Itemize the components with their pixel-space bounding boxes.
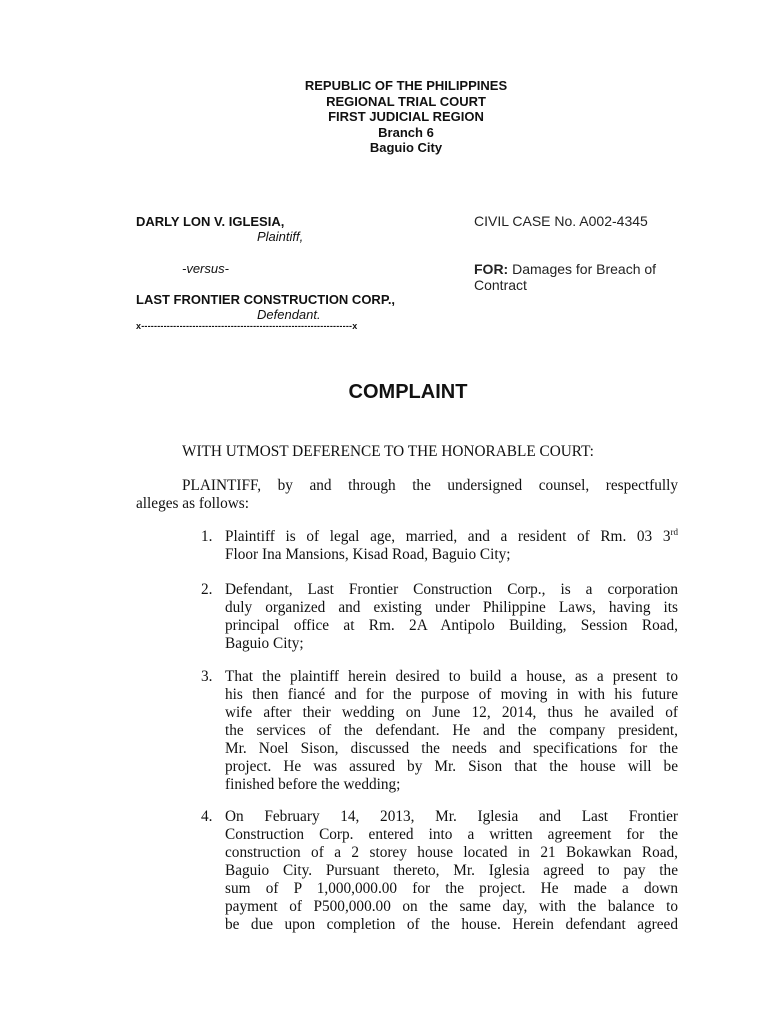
allegation-line: Floor Ina Mansions, Kisad Road, Baguio City;: [225, 546, 511, 563]
allegation-line: Baguio City. Pursuant thereto, Mr. Iglesia agreed to pay the: [225, 862, 678, 879]
allegation-line: Baguio City;: [225, 635, 304, 652]
caption-separator: x------------------------------------------------------------------x: [136, 321, 358, 331]
allegation-line: principal office at Rm. 2A Antipolo Building, Session Road,: [225, 617, 678, 634]
header-branch: Branch 6: [378, 124, 434, 140]
defendant-name: LAST FRONTIER CONSTRUCTION CORP.,: [136, 292, 396, 307]
case-for: [474, 261, 656, 277]
header-court: REGIONAL TRIAL COURT: [326, 93, 486, 109]
header-city: Baguio City: [369, 140, 443, 155]
allegation-number: 4.: [201, 808, 213, 825]
allegation-line: duly organized and existing under Philippine Laws, having its: [225, 599, 678, 616]
allegation-line: payment of P500,000.00 on the same day, with the balance to: [225, 898, 678, 915]
allegation-line: Plaintiff is of legal age, married, and a resident of Rm. 03 3rd: [225, 527, 678, 545]
allegation-line: Defendant, Last Frontier Construction Corp., is a corporation: [225, 581, 678, 598]
allegation-number: 1.: [201, 528, 213, 545]
allegation-line: That the plaintiff herein desired to build a house, as a present to: [225, 668, 678, 685]
allegation-line: On February 14, 2013, Mr. Iglesia and Last Frontier: [225, 808, 678, 825]
allegation-line: finished before the wedding;: [225, 776, 401, 793]
allegation-line: Mr. Noel Sison, discussed the needs and specifications for the: [225, 740, 678, 757]
for-text-1: Damages for Breach of: [508, 261, 657, 277]
for-label: FOR:: [474, 261, 509, 277]
allegation-line: be due upon completion of the house. Herein defendant agreed: [225, 916, 678, 933]
allegation-line: Construction Corp. entered into a written agreement for the: [225, 826, 678, 843]
allegation-line: wife after their wedding on June 12, 2014, thus he availed of: [225, 704, 678, 721]
for-text-2: Contract: [474, 277, 527, 293]
allegation-line: project. He was assured by Mr. Sison that the house will be: [225, 758, 678, 775]
intro-line-1: PLAINTIFF, by and through the undersigned counsel, respectfully: [182, 477, 678, 494]
allegation-line: sum of P 1,000,000.00 for the project. He made a down: [225, 880, 678, 897]
header-region: FIRST JUDICIAL REGION: [328, 109, 484, 124]
allegation-line: the services of the defendant. He and the company president,: [225, 722, 678, 739]
salutation: WITH UTMOST DEFERENCE TO THE HONORABLE COURT:: [182, 443, 594, 460]
allegation-line: his then fiancé and for the purpose of moving in with his future: [225, 686, 678, 703]
intro-paragraph: [136, 477, 678, 513]
plaintiff-role: Plaintiff,: [257, 229, 304, 244]
court-header: [0, 78, 768, 156]
ordinal-suffix: rd: [670, 527, 678, 537]
intro-line-2: alleges as follows:: [136, 495, 250, 512]
allegation-number: 3.: [201, 668, 213, 685]
allegation-line: construction of a 2 storey house located in 21 Bokawkan Road,: [225, 844, 678, 861]
allegation-number: 2.: [201, 581, 213, 598]
plaintiff-name: DARLY LON V. IGLESIA,: [136, 214, 285, 229]
header-republic: REPUBLIC OF THE PHILIPPINES: [304, 78, 508, 93]
document-title: COMPLAINT: [348, 381, 468, 403]
defendant-role: Defendant.: [257, 307, 321, 322]
case-number: CIVIL CASE No. A002-4345: [474, 213, 648, 229]
versus-label: -versus-: [182, 261, 229, 276]
